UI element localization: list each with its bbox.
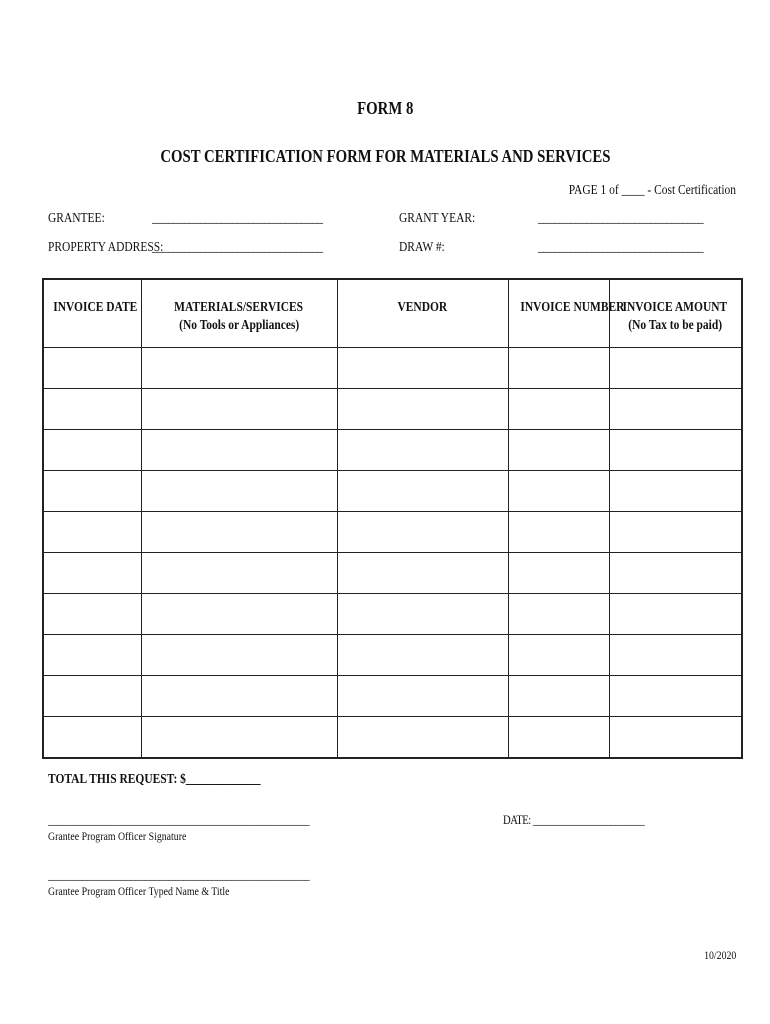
form-number: FORM 8: [356, 98, 414, 118]
column-header-invoice-date: INVOICE DATE: [43, 279, 141, 347]
table-cell[interactable]: [508, 552, 609, 593]
table-cell[interactable]: [43, 675, 141, 716]
table-cell[interactable]: [337, 388, 508, 429]
table-header-row: [43, 279, 742, 347]
table-cell[interactable]: [337, 634, 508, 675]
table-cell[interactable]: [43, 716, 141, 758]
property-address-label: PROPERTY ADDRESS:: [48, 240, 164, 255]
table-cell[interactable]: [508, 429, 609, 470]
table-row: [43, 429, 742, 470]
table-cell[interactable]: [141, 347, 337, 388]
revision-date: 10/2020: [703, 948, 736, 962]
table-cell[interactable]: [141, 552, 337, 593]
table-row: [43, 552, 742, 593]
table-cell[interactable]: [609, 593, 742, 634]
table-cell[interactable]: [609, 429, 742, 470]
table-cell[interactable]: [337, 716, 508, 758]
table-cell[interactable]: [337, 347, 508, 388]
column-header-invoice-amount: INVOICE AMOUNT (No Tax to be paid): [609, 279, 742, 347]
column-subheader-invoice-amount: (No Tax to be paid): [628, 318, 723, 333]
column-header-invoice-number: INVOICE NUMBER: [508, 279, 609, 347]
table-cell[interactable]: [141, 429, 337, 470]
table-cell[interactable]: [609, 347, 742, 388]
table-cell[interactable]: [43, 511, 141, 552]
draw-number-label: DRAW #:: [399, 240, 445, 255]
table-cell[interactable]: [141, 470, 337, 511]
table-cell[interactable]: [508, 470, 609, 511]
draw-number-input-line[interactable]: _______________________________: [538, 240, 704, 255]
table-row: [43, 347, 742, 388]
table-cell[interactable]: [508, 511, 609, 552]
table-cell[interactable]: [43, 388, 141, 429]
table-cell[interactable]: [609, 511, 742, 552]
table-cell[interactable]: [337, 675, 508, 716]
table-cell[interactable]: [43, 634, 141, 675]
table-cell[interactable]: [508, 593, 609, 634]
table-cell[interactable]: [43, 470, 141, 511]
grant-year-input-line[interactable]: _______________________________: [538, 211, 704, 226]
invoice-table: [42, 278, 743, 759]
table-cell[interactable]: [43, 429, 141, 470]
page-count-line: PAGE 1 of ____ - Cost Certification: [568, 183, 736, 198]
table-cell[interactable]: [337, 429, 508, 470]
table-row: [43, 716, 742, 758]
table-cell[interactable]: [508, 675, 609, 716]
table-cell[interactable]: [508, 347, 609, 388]
table-cell[interactable]: [508, 388, 609, 429]
table-row: [43, 511, 742, 552]
table-cell[interactable]: [337, 593, 508, 634]
name-title-line[interactable]: ______________________________________________________: [48, 867, 310, 882]
table-cell[interactable]: [337, 552, 508, 593]
table-row: [43, 634, 742, 675]
table-cell[interactable]: [43, 552, 141, 593]
table-row: [43, 593, 742, 634]
column-subheader-materials-services: (No Tools or Appliances): [178, 318, 300, 333]
table-cell[interactable]: [141, 511, 337, 552]
table-cell[interactable]: [141, 716, 337, 758]
table-cell[interactable]: [609, 716, 742, 758]
table-cell[interactable]: [141, 634, 337, 675]
table-cell[interactable]: [141, 675, 337, 716]
grant-year-label: GRANT YEAR:: [399, 211, 476, 226]
column-header-vendor: VENDOR: [337, 279, 508, 347]
column-header-materials-services: MATERIALS/SERVICES (No Tools or Appliances): [141, 279, 337, 347]
signature-label: Grantee Program Officer Signature: [48, 829, 187, 843]
table-body: [43, 347, 742, 758]
table-cell[interactable]: [337, 511, 508, 552]
table-cell[interactable]: [508, 634, 609, 675]
table-cell[interactable]: [43, 593, 141, 634]
table-row: [43, 388, 742, 429]
table-cell[interactable]: [609, 634, 742, 675]
signature-line[interactable]: ______________________________________________________: [48, 812, 310, 827]
table-cell[interactable]: [337, 470, 508, 511]
table-row: [43, 675, 742, 716]
table-cell[interactable]: [609, 470, 742, 511]
table-cell[interactable]: [141, 593, 337, 634]
form-title: COST CERTIFICATION FORM FOR MATERIALS AND SERVICES: [159, 146, 611, 166]
date-field[interactable]: DATE: _______________________: [503, 812, 645, 827]
table-cell[interactable]: [609, 552, 742, 593]
table-cell[interactable]: [609, 675, 742, 716]
property-address-input-line[interactable]: ________________________________: [152, 240, 323, 255]
grantee-input-line[interactable]: ________________________________: [152, 211, 323, 226]
table-cell[interactable]: [141, 388, 337, 429]
grantee-label: GRANTEE:: [48, 211, 105, 226]
total-request: TOTAL THIS REQUEST: $_____________: [48, 772, 261, 787]
name-title-label: Grantee Program Officer Typed Name & Title: [48, 884, 230, 898]
table-row: [43, 470, 742, 511]
table-cell[interactable]: [609, 388, 742, 429]
table-cell[interactable]: [43, 347, 141, 388]
table-cell[interactable]: [508, 716, 609, 758]
